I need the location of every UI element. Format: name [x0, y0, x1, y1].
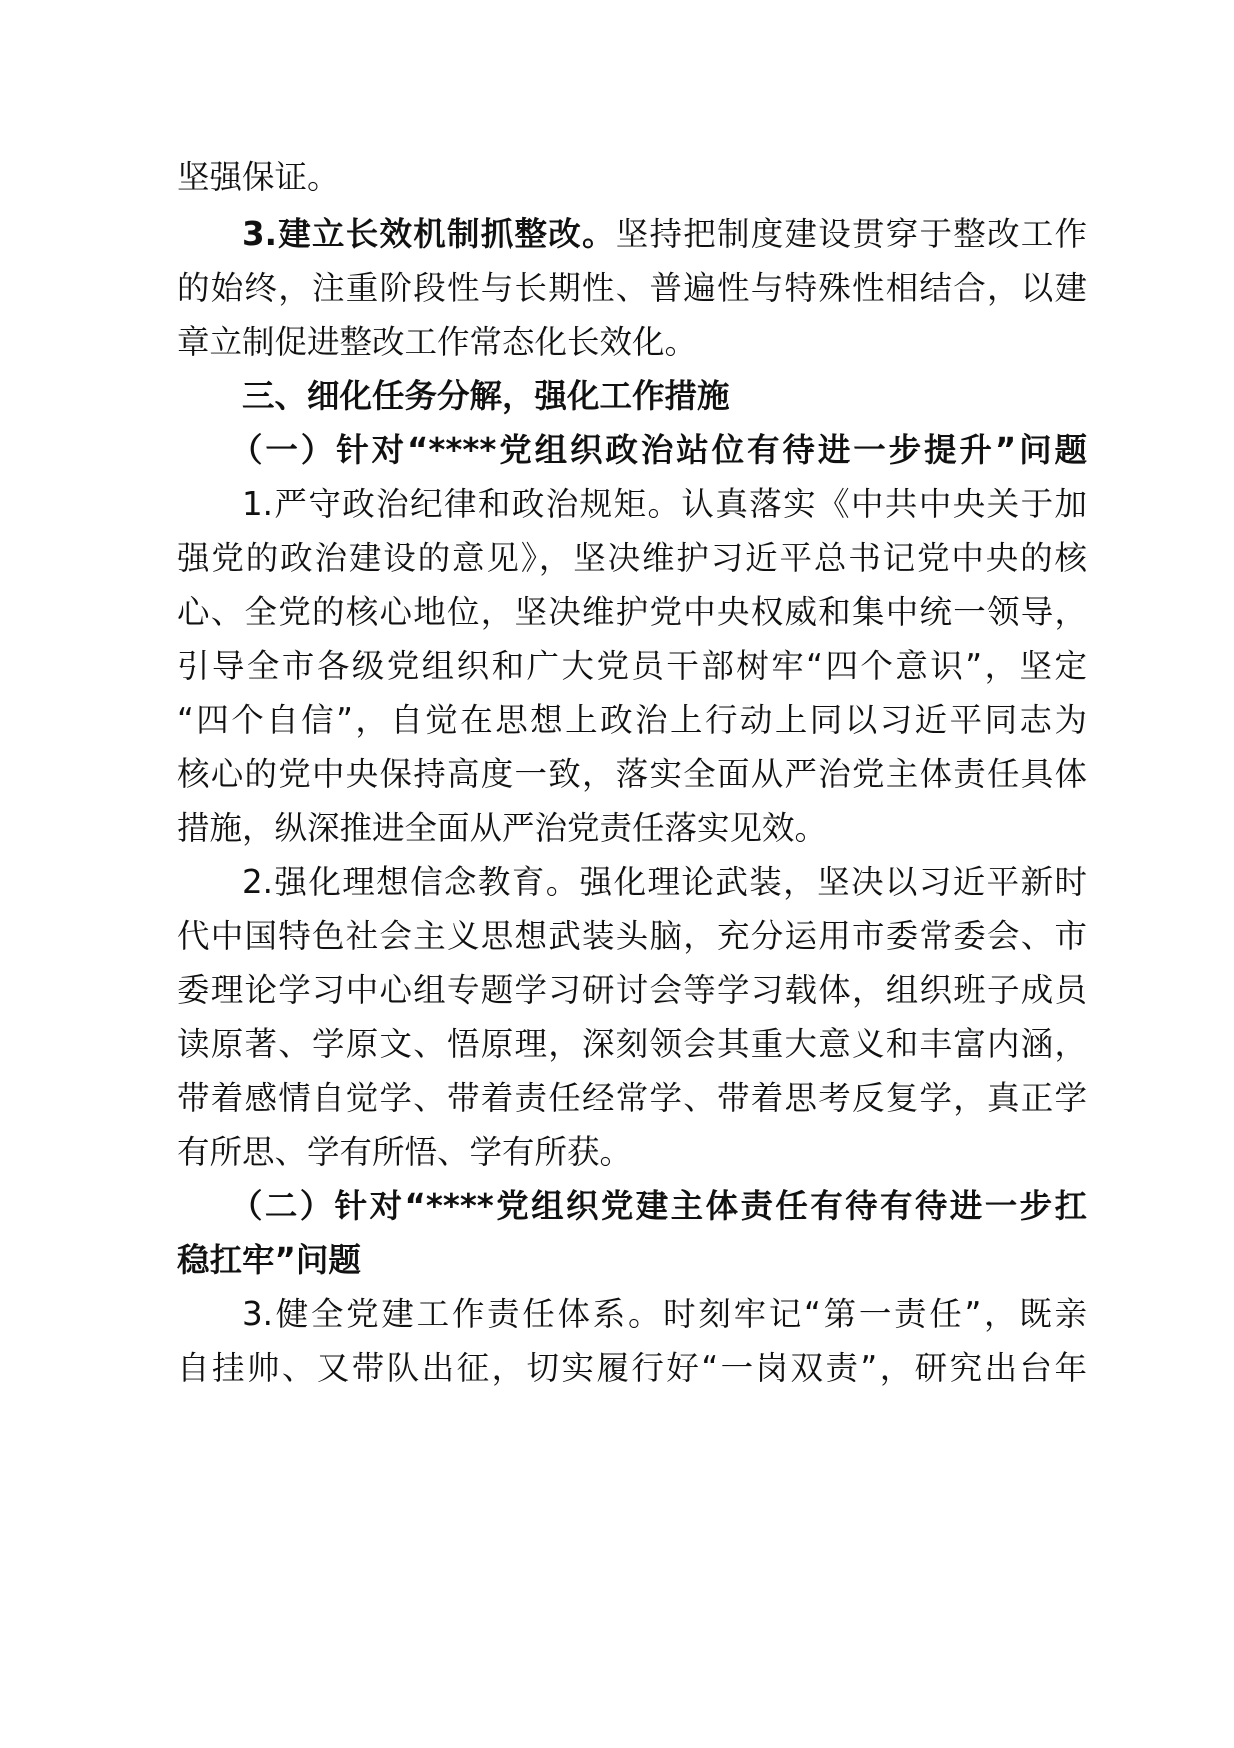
paragraph-line: 有所思、学有所悟、学有所获。 [177, 1133, 633, 1171]
paragraph-line: 自挂帅、又带队出征，切实履行好“一岗双责”，研究出台年 [177, 1349, 1087, 1387]
item-heading: 3.建立长效机制抓整改。 [242, 215, 616, 253]
paragraph-line: 引导全市各级党组织和广大党员干部树牢“四个意识”，坚定 [177, 647, 1087, 685]
subsection-heading: （二）针对“****党组织党建主体责任有待有待进一步扛 [230, 1187, 1087, 1225]
paragraph-line: 2.强化理想信念教育。强化理论武装，坚决以习近平新时 [242, 863, 1087, 901]
subsection-heading-continued: 稳扛牢”问题 [177, 1241, 361, 1279]
paragraph-line: 代中国特色社会主义思想武装头脑，充分运用市委常委会、市 [177, 917, 1087, 955]
paragraph-line: 核心的党中央保持高度一致，落实全面从严治党主体责任具体 [177, 755, 1087, 793]
section-heading: 三、细化任务分解，强化工作措施 [242, 377, 730, 415]
paragraph-line: 1.严守政治纪律和政治规矩。认真落实《中共中央关于加 [242, 485, 1087, 523]
paragraph-line: 读原著、学原文、悟原理，深刻领会其重大意义和丰富内涵， [177, 1025, 1087, 1063]
paragraph-line: 章立制促进整改工作常态化长效化。 [177, 323, 698, 361]
paragraph-line: 坚强保证。 [177, 158, 340, 196]
paragraph-line: “四个自信”，自觉在思想上政治上行动上同以习近平同志为 [177, 701, 1087, 739]
paragraph-line: 强党的政治建设的意见》，坚决维护习近平总书记党中央的核 [177, 539, 1087, 577]
item-text: 坚持把制度建设贯穿于整改工作 [615, 215, 1087, 253]
paragraph-line: 委理论学习中心组专题学习研讨会等学习载体，组织班子成员 [177, 971, 1087, 1009]
paragraph-line: 措施，纵深推进全面从严治党责任落实见效。 [177, 809, 828, 847]
paragraph-line: 带着感情自觉学、带着责任经常学、带着思考反复学，真正学 [177, 1079, 1087, 1117]
paragraph-line: 心、全党的核心地位，坚决维护党中央权威和集中统一领导， [177, 593, 1087, 631]
paragraph-line: 3.健全党建工作责任体系。时刻牢记“第一责任”，既亲 [242, 1295, 1087, 1333]
paragraph-line: 的始终，注重阶段性与长期性、普遍性与特殊性相结合，以建 [177, 269, 1087, 307]
subsection-heading: （一）针对“****党组织政治站位有待进一步提升”问题 [230, 431, 1087, 469]
paragraph-line [242, 205, 1087, 263]
